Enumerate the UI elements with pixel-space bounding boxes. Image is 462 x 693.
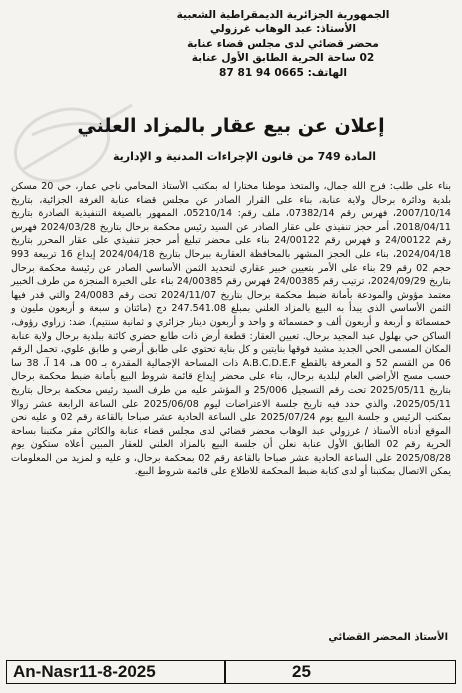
bailiff-name: الأستاذ: عبد الوهاب غرزولي [209, 23, 357, 36]
newspaper-footer [6, 660, 456, 684]
bailiff-letterhead [118, 8, 448, 80]
bailiff-jurisdiction: محضر قضائي لدى مجلس قضاء عنابة [187, 37, 379, 50]
page-number: 25 [292, 662, 311, 681]
office-phone: الهاتف: 0665 94 81 87 [219, 66, 347, 79]
announcement-title: إعلان عن بيع عقار بالمزاد العلني [77, 115, 385, 137]
office-address: 02 ساحة الحرية الطابق الأول عنابة [191, 52, 375, 65]
footer-divider [224, 661, 226, 683]
announcement-paragraph: بناء على طلب: فرح الله جمال، والمتخذ موطنا مختارا له بمكتب الأستاذ المحامي ناجي عمار، حي 20 مسكن بلدية ودائرة برحال ولاية عنابة، بناء على القرار الصادر عن مجلس قضاء عنابة الغرفة الجزائية، بتاريخ 2007/10/14، فهرس رقم 07382/14، ملف رقم: 05210/14، الممهور بالصيغة التنفيذية الصادرة بتاريخ 2018/04/11، أمر حجز تنفيذي على عقار الصادر عن السيد رئيس محكمة برحال بتاريخ 2024/03/28 فهرس رقم 24/00122 و فهرس رقم 24/00122 بناء على محضر تبليغ أمر حجز تنفيذي على عقار المحرر بتاريخ 2024/04/18، بناء على الحجز المشهر بالمحافظة العقارية ببرحال بتاريخ 2024/04/18 إيداع 16 تربيعة 993 حجم 02 رقم 29 بناء على الأمر بتعيين خبير عقاري لتحديد الثمن الأساسي الصادر عن رئيسة محكمة برحال بتاريخ 2024/09/29، ترتيب رقم 24/00385 فهرس رقم 24/00385 بناء على الخبرة المنجزة من طرف الخبير معتمد مؤوش والمودعة بأمانة ضبط محكمة برحال بتاريخ 2024/11/07 تحت رقم 24/0083 والتي قدر فيها الثمن الأساسي الذي يبدأ به البيع بالمزاد العلني بمبلغ 247.541.08 دج (مائتان و سبعة و أربعون مليون و خمسمائة و أربعة و أربعون ألف و خمسمائة و واحد و أربعون دينار جزائري و ثمانية سنتيم). ضد: زراوي رؤوف، الساكن حي بهلول عبد المجيد برحال. تعيين العقار: قطعة أرض ذات طابع حضري كائنة ببلدية برحال ولاية عنابة المكان المسمى الحي الجديد مشيد فوقها بنايتين و كل بناية تحتوي على طابق أرضي و طابق علوي، تحمل الرقم 06 من القسم 52 و المعرفة بالقطع A.B.C.D.E.F ذات المساحة الإجمالية المقدرة بـ 00 هـ، 14 آ، 38 سا حسب مسح الأراضي العام لبلدية برحال، بناء على محضر إيداع قائمة شروط البيع بأمانة ضبط محكمة برحال بتاريخ 2025/05/11 تحت رقم التسجيل 25/006 و المؤشر عليه من طرف السيد رئيس محكمة برحال بتاريخ 2025/05/11، والذي حدد فيه تاريخ جلسة الاعتراضات ليوم 2025/06/08 على الساعة الرابعة عشر زوالا بمكتب الرئيس و جلسة البيع يوم 2025/07/24 على الساعة الحادية عشر صباحا بالقاعة رقم 02 و عليه نحن الموقع أدناه الأستاذ / غرزولي عبد الوهاب محضر قضائي لدى مجلس قضاء عنابة والكائن مقر مكتبنا بساحة الحرية رقم 02 الطابق الأول عنابة نعلن أن جلسة البيع بالمزاد العلني للعقار المبين أعلاه ستكون يوم 2025/08/28 على الساعة الحادية عشر صباحا بالقاعة رقم 02 بمحكمة برحال، و عليه و لمزيد من المعلومات يمكن الاتصال بمكتبنا أو لدى كتابة ضبط المحكمة للاطلاع على قائمة شروط البيع. [11, 181, 452, 478]
country-name: الجمهورية الجزائرية الديمقراطية الشعبية [176, 9, 390, 21]
paper-name-date: An-Nasr11-8-2025 [13, 662, 156, 681]
announcement-body [11, 180, 451, 479]
signature-line: الأستاذ المحضر القضائي [328, 632, 448, 643]
legal-reference: المادة 749 من قانون الإجراءات المدنية و الإدارية [113, 150, 376, 163]
